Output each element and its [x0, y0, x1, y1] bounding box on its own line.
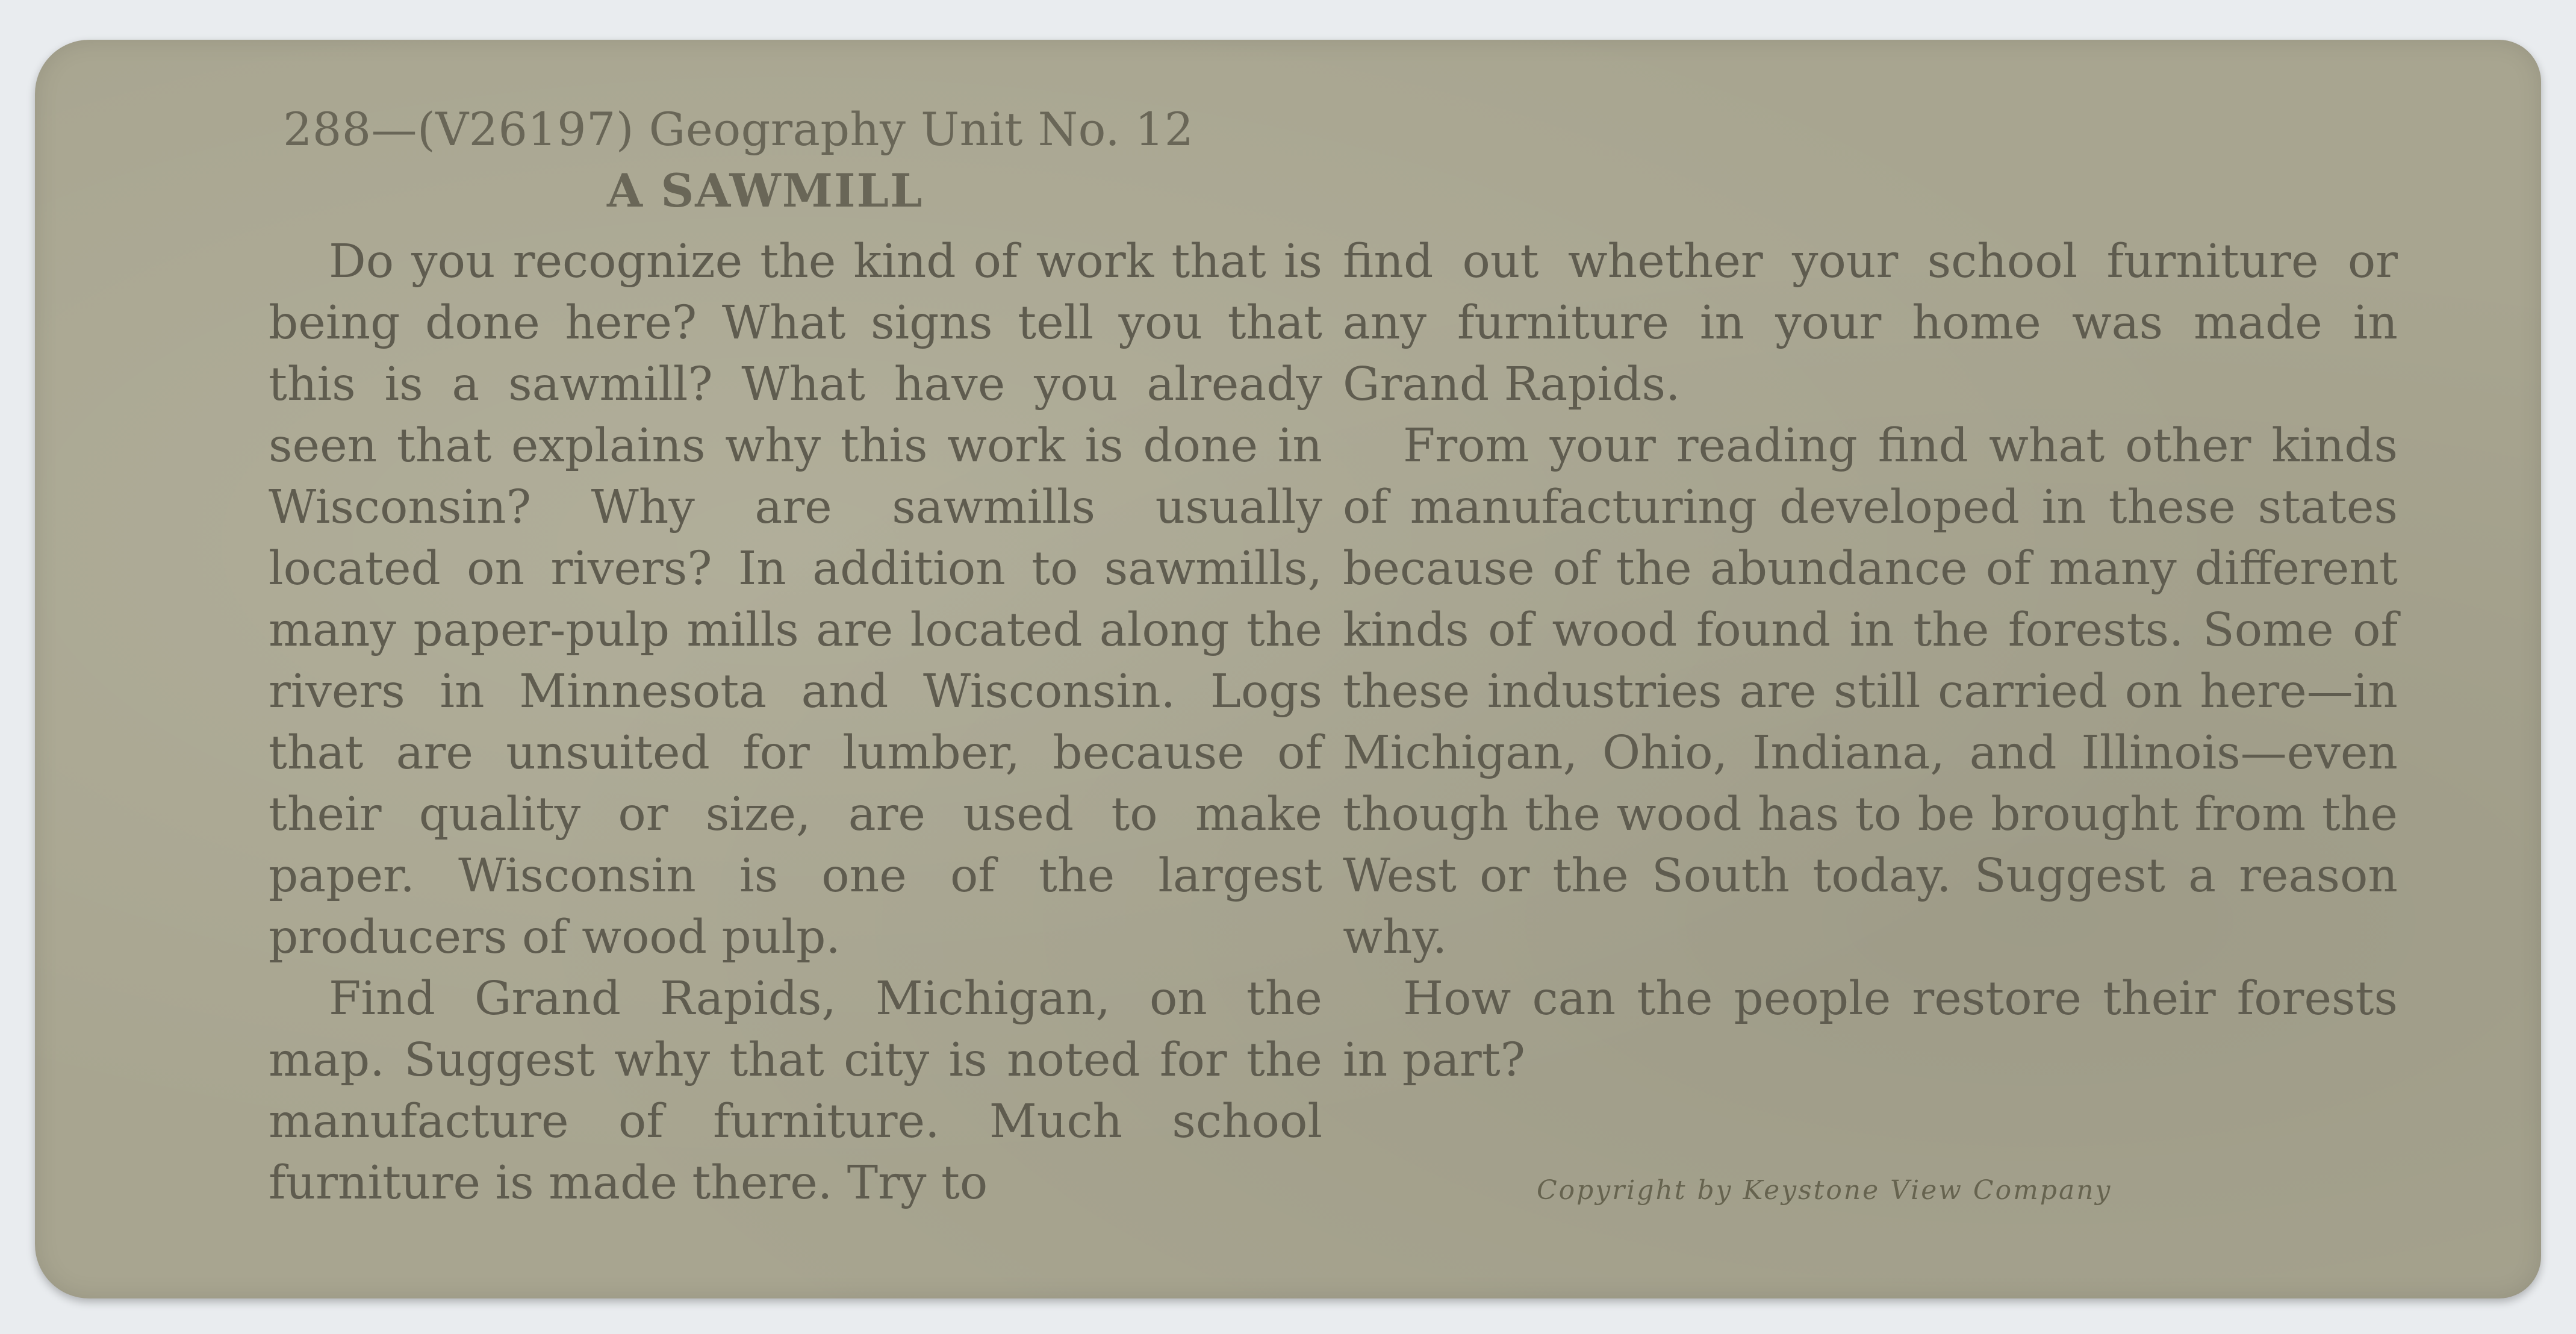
card-header: 288—(V26197) Geography Unit No. 12: [283, 102, 1194, 156]
paragraph-sawmill-questions: Do you recognize the kind of work that is being done here? What signs tell you that this is a sawmill? What have you already seen that explains why this work is done in Wisconsin? Why are sawmills usually located on rivers? In addition to sawmills, many paper-pulp mills are located along the rivers in Minnesota and Wisconsin. Logs that are unsuited for lumber, because of their quality or size, are used to make paper. Wisconsin is one of the largest producers of wood pulp.: [269, 235, 1322, 964]
left-text-column: [269, 231, 1322, 1214]
right-text-column: [1343, 231, 2398, 1091]
card-title: A SAWMILL: [607, 164, 924, 217]
paragraph-manufacturing: From your reading find what other kinds of manufacturing developed in these states because of the abundance of many different kinds of wood found in the forests. Some of these industries are still carried on here—in Michigan, Ohio, Indiana, and Illinois—even though the wood has to be brought from the West or the South today. Suggest a reason why.: [1343, 419, 2398, 964]
paragraph-restore-forests: How can the people restore their forests in part?: [1343, 972, 2398, 1087]
paragraph-grand-rapids: Find Grand Rapids, Michigan, on the map. Suggest why that city is noted for the manufacture of furniture. Much school furniture is made there. Try to: [269, 972, 1322, 1210]
stereoview-card-back: [35, 40, 2541, 1298]
copyright-notice: Copyright by Keystone View Company: [1537, 1175, 2112, 1206]
paragraph-continued: find out whether your school furniture or any furniture in your home was made in Grand Rapids.: [1343, 235, 2398, 411]
